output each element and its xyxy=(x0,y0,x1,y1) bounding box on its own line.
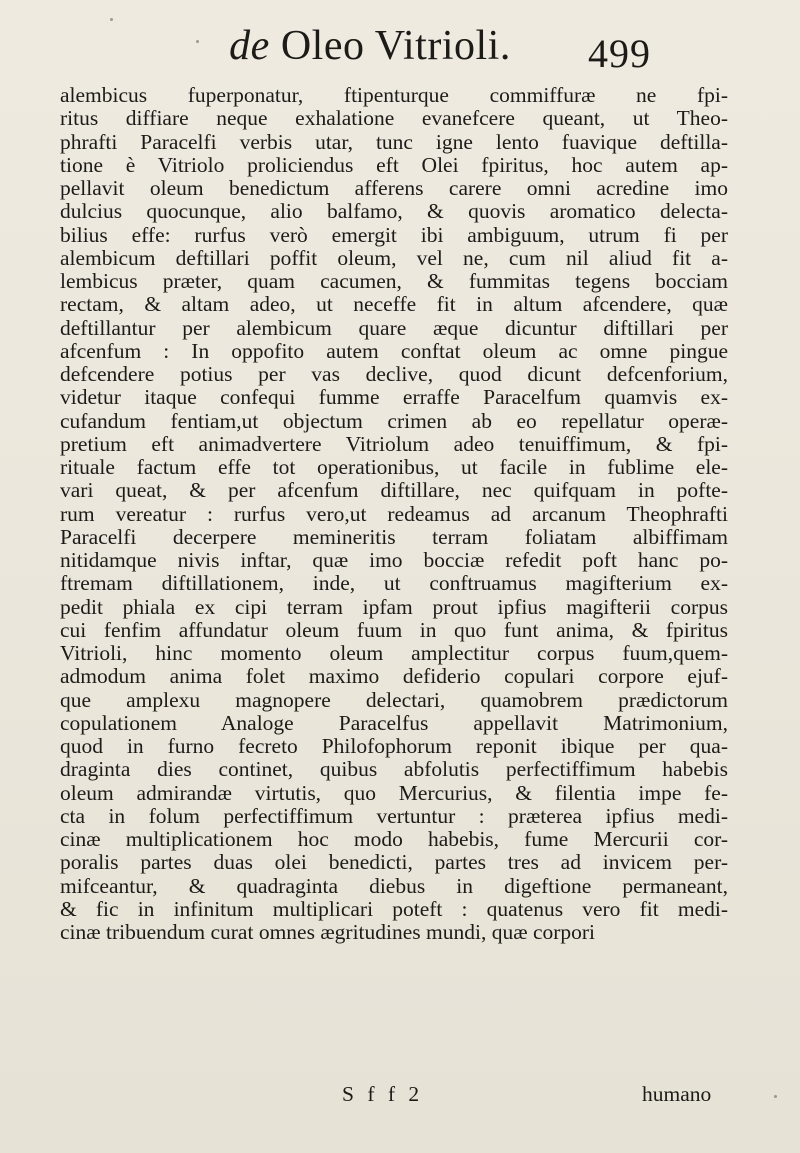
text-line: Paracelfi decerpere memineritis terram foliatam albiffimam xyxy=(60,524,728,549)
body-text xyxy=(60,84,728,944)
text-line: dulcius quocunque, alio balfamo, & quovis aromatico delecta- xyxy=(60,199,728,224)
text-line: alembicus fuperponatur, ftipenturque commiffuræ ne fpi- xyxy=(60,83,728,107)
running-head-prefix: de xyxy=(229,23,270,69)
text-line: cufandum fentiam,ut objectum crimen ab eo repellatur operæ- xyxy=(60,408,728,433)
text-line: & fic in infinitum multiplicari poteft : quatenus vero fit medi- xyxy=(60,896,728,921)
text-line: videtur itaque confequi fumme erraffe Paracelfum quamvis ex- xyxy=(60,385,728,410)
text-line: rectam, & altam adeo, ut neceffe fit in altum afcendere, quæ xyxy=(60,292,728,317)
text-line: que amplexu magnopere delectari, quamobrem prædictorum xyxy=(60,687,728,712)
text-line: rituale factum effe tot operationibus, ut facile in fublime ele- xyxy=(60,455,728,479)
text-line: deftillantur per alembicum quare æque dicuntur diftillari per xyxy=(60,315,728,340)
text-line: pretium eft animadvertere Vitriolum adeo tenuiffimum, & fpi- xyxy=(60,431,728,456)
page-header xyxy=(0,22,800,84)
running-head xyxy=(210,22,530,70)
text-line: pedit phiala ex cipi terram ipfam prout ipfius magifterii corpus xyxy=(60,594,728,619)
text-line: ritus diffiare neque exhalatione evanefcere queant, ut Theo- xyxy=(60,106,728,131)
text-line: tione è Vitriolo proliciendus eft Olei fpiritus, hoc autem ap- xyxy=(60,152,728,177)
text-line: lembicus præter, quam cacumen, & fummitas tegens bocciam xyxy=(60,269,728,293)
text-line: afcenfum : In oppofito autem conftat oleum ac omne pingue xyxy=(60,338,728,363)
paper-speck xyxy=(110,18,113,21)
text-line: mifceantur, & quadraginta diebus in digeftione permaneant, xyxy=(60,873,728,898)
text-line: draginta dies continet, quibus abfolutis perfectiffimum habebis xyxy=(60,757,728,782)
text-line: poralis partes duas olei benedicti, partes tres ad invicem per- xyxy=(60,850,728,875)
page-number: 499 xyxy=(588,31,651,76)
text-line: bilius effe: rurfus verò emergit ibi ambiguum, utrum fi per xyxy=(60,222,728,247)
text-line: cinæ tribuendum curat omnes ægritudines mundi, quæ corpori xyxy=(60,920,596,944)
text-line: rum vereatur : rurfus vero,ut redeamus ad arcanum Theophrafti xyxy=(60,501,728,526)
text-line: alembicum deftillari poffit oleum, vel ne, cum nil aliud fit a- xyxy=(60,245,728,270)
text-line: quod in furno fecreto Philofophorum reponit ibique per qua- xyxy=(60,734,728,758)
text-line: vari queat, & per afcenfum diftillare, nec quifquam in pofte- xyxy=(60,478,728,503)
text-line: pellavit oleum benedictum afferens carere omni acredine imo xyxy=(60,176,728,200)
paper-speck xyxy=(774,1095,777,1098)
signature-mark: S f f 2 xyxy=(342,1082,424,1106)
page-footer xyxy=(60,1082,728,1108)
paper-speck xyxy=(196,40,199,43)
catchword: humano xyxy=(642,1082,712,1106)
running-head-title: Oleo Vitrioli. xyxy=(269,23,511,69)
text-line: copulationem Analoge Paracelfus appellavit Matrimonium, xyxy=(60,710,728,735)
text-line: cta in folum perfectiffimum vertuntur : præterea ipfius medi- xyxy=(60,803,728,828)
text-line: cinæ multiplicationem hoc modo habebis, fume Mercurii cor- xyxy=(60,827,728,851)
text-line: admodum anima folet maximo defiderio copulari corpore ejuf- xyxy=(60,664,728,689)
text-line: phrafti Paracelfi verbis utar, tunc igne lento fuavique deftilla- xyxy=(60,129,728,154)
text-line: defcendere potius per vas declive, quod dicunt defcenforium, xyxy=(60,362,728,386)
text-line: nitidamque nivis inftar, quæ imo bocciæ refedit poft hanc po- xyxy=(60,548,728,572)
text-line: oleum admirandæ virtutis, quo Mercurius, & filentia impe fe- xyxy=(60,780,728,805)
text-line: cui fenfim affundatur oleum fuum in quo funt anima, & fpiritus xyxy=(60,617,728,642)
text-line: ftremam diftillationem, inde, ut conftruamus magifterium ex- xyxy=(60,571,728,596)
text-line: Vitrioli, hinc momento oleum amplectitur corpus fuum,quem- xyxy=(60,641,728,665)
